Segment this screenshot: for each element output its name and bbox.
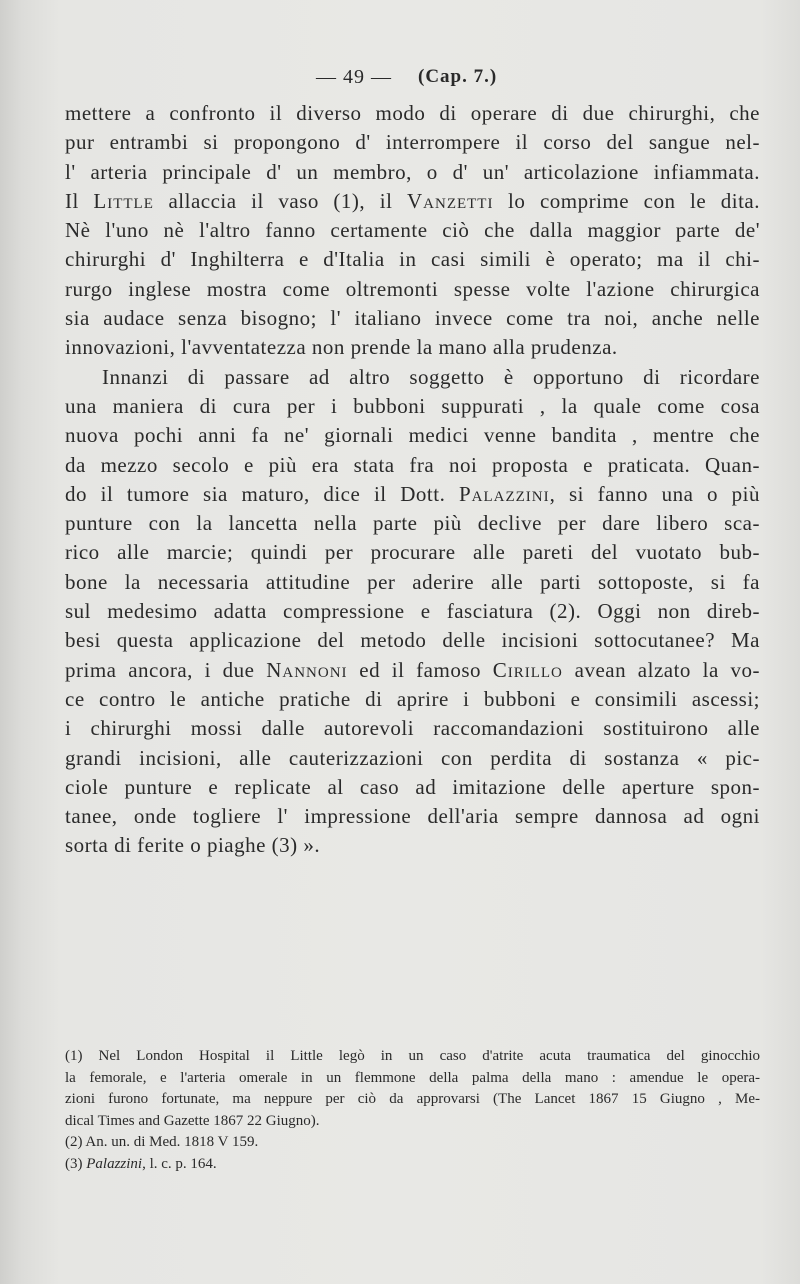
author-name: Little bbox=[93, 188, 154, 213]
footnote-line: zioni furono fortunate, ma neppure per ciò da approvarsi (The Lancet 1867 15 Giugno , Me- bbox=[65, 1091, 760, 1107]
text-line: Nè l'uno nè l'altro fanno certamente ciò che dalla maggior parte de' bbox=[65, 218, 760, 243]
footnotes bbox=[65, 1046, 760, 1175]
text-line: bone la necessaria attitudine per aderire alle parti sottoposte, si fa bbox=[65, 569, 760, 594]
author-name: Palazzini bbox=[458, 481, 550, 506]
page-number: — 49 — bbox=[316, 66, 392, 88]
footnote-line: (2) An. un. di Med. 1818 V 159. bbox=[65, 1134, 259, 1150]
text-line: chirurghi d' Inghilterra e d'Italia in casi simili è operato; ma il chi- bbox=[65, 247, 760, 272]
text-line: ciole punture e replicate al caso ad imitazione delle aperture spon- bbox=[65, 774, 760, 799]
footnote-line: la femorale, e l'arteria omerale in un flemmone della palma della mano : amendue le opera- bbox=[65, 1069, 760, 1086]
page-header bbox=[300, 66, 740, 96]
author-name: Cirillo bbox=[492, 657, 563, 682]
text-line: l' arteria principale d' un membro, o d' un' articolazione infiammata. bbox=[65, 159, 760, 184]
author-name: Nannoni bbox=[266, 657, 348, 682]
text-line: ce contro le antiche pratiche di aprire i bubboni e consimili ascessi; bbox=[65, 686, 760, 711]
text-line: grandi incisioni, alle cauterizzazioni con perdita di sostanza « pic- bbox=[65, 745, 760, 770]
footnote-line: (1) Nel London Hospital il Little legò in un caso d'atrite acuta traumatica del ginocchio bbox=[65, 1048, 760, 1064]
main-text bbox=[65, 99, 760, 861]
text-line: do il tumore sia maturo, dice il Dott. Palazzini, si fanno una o più bbox=[65, 481, 760, 506]
text-line: Il Little allaccia il vaso (1), il Vanzetti lo comprime con le dita. bbox=[65, 188, 760, 213]
text-line: sul medesimo adatta compressione e fasciatura (2). Oggi non direb- bbox=[65, 599, 760, 624]
text-line: prima ancora, i due Nannoni ed il famoso Cirillo avean alzato la vo- bbox=[65, 657, 761, 682]
text-line: tanee, onde togliere l' impressione dell'aria sempre dannosa ad ogni bbox=[65, 804, 760, 829]
chapter-label: (Cap. 7.) bbox=[418, 66, 498, 87]
cited-author: Palazzini bbox=[86, 1155, 143, 1172]
text-line: i chirurghi mossi dalle autorevoli raccomandazioni sostituirono alle bbox=[65, 716, 760, 741]
text-line: una maniera di cura per i bubboni suppurati , la quale come cosa bbox=[65, 393, 760, 418]
text-line: mettere a confronto il diverso modo di operare di due chirurghi, che bbox=[65, 101, 760, 125]
footnote-line: (3) Palazzini, l. c. p. 164. bbox=[65, 1155, 217, 1172]
author-name: Vanzetti bbox=[406, 188, 494, 213]
text-line: sia audace senza bisogno; l' italiano invece come tra noi, anche nelle bbox=[65, 306, 760, 331]
text-line: nuova pochi anni fa ne' giornali medici venne bandita , mentre che bbox=[65, 423, 760, 448]
text-line: da mezzo secolo e più era stata fra noi proposta e praticata. Quan- bbox=[65, 452, 760, 477]
text-line: Innanzi di passare ad altro soggetto è opportuno di ricordare bbox=[102, 364, 760, 389]
text-line: rurgo inglese mostra come oltremonti spesse volte l'azione chirurgica bbox=[65, 276, 760, 301]
text-line: sorta di ferite o piaghe (3) ». bbox=[65, 833, 321, 858]
text-line: pur entrambi si propongono d' interrompere il corso del sangue nel- bbox=[65, 130, 760, 155]
footnote-line: dical Times and Gazette 1867 22 Giugno). bbox=[65, 1112, 320, 1129]
text-line: rico alle marcie; quindi per procurare alle pareti del vuotato bub- bbox=[65, 540, 760, 565]
text-line: innovazioni, l'avventatezza non prende la mano alla prudenza. bbox=[65, 335, 618, 360]
text-line: besi questa applicazione del metodo delle incisioni sottocutanee? Ma bbox=[65, 628, 760, 653]
text-line: punture con la lancetta nella parte più declive per dare libero sca- bbox=[65, 511, 760, 536]
